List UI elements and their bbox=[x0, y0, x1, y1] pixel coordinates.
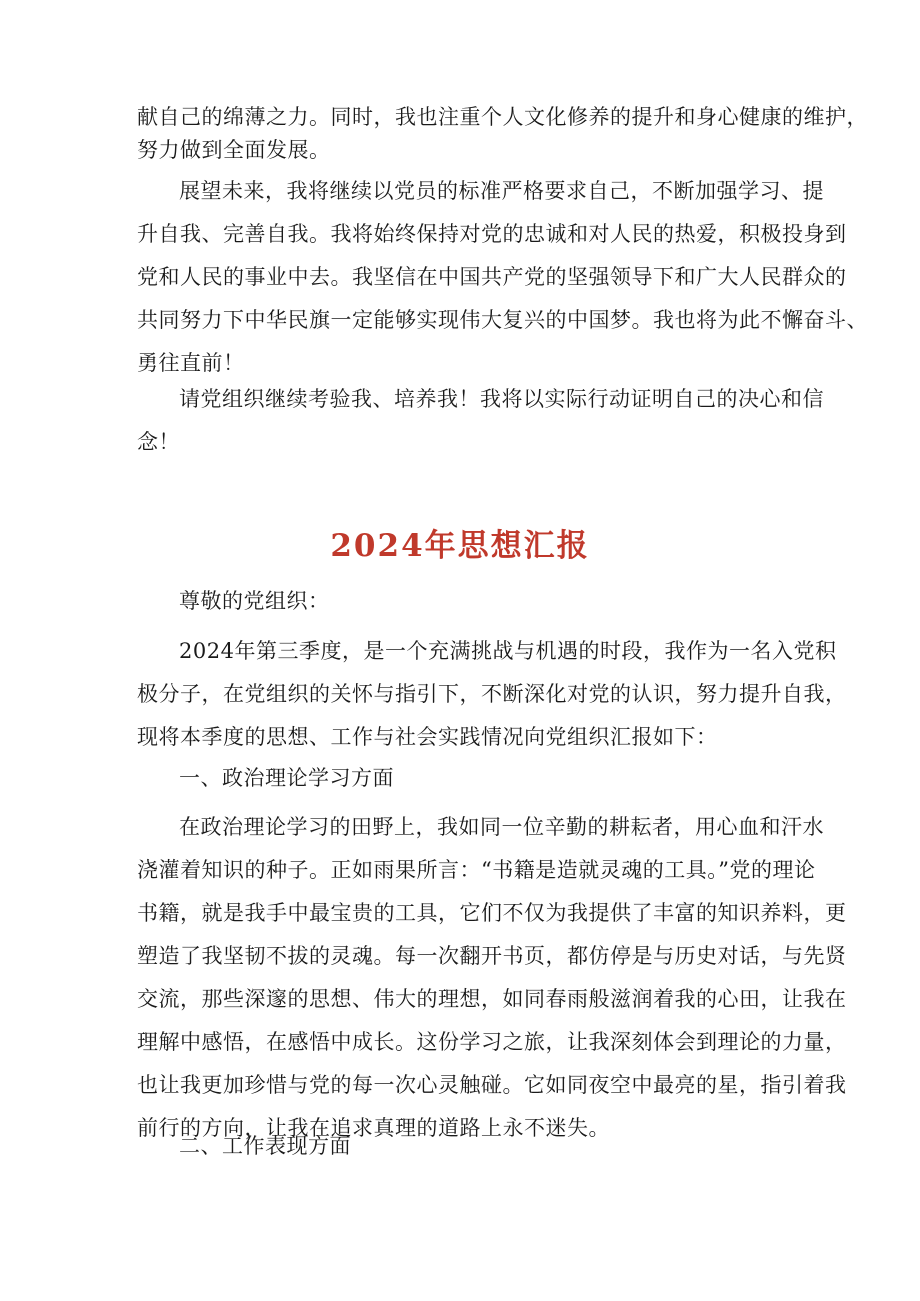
text-line: 前行的方向，让我在追求真理的道路上永不迷失。 bbox=[137, 1116, 610, 1140]
paragraph-section-1 bbox=[137, 806, 847, 1150]
page-title: 2024年思想汇报 bbox=[330, 528, 590, 564]
text-line: 二、工作表现方面 bbox=[179, 1134, 351, 1158]
text-line: 交流，那些深邃的思想、伟大的理想，如同春雨般滋润着我的心田，让我在 bbox=[137, 987, 847, 1011]
text-line: 2024年第三季度，是一个充满挑战与机遇的时段，我作为一名入党积 bbox=[179, 639, 837, 663]
paragraph-outlook bbox=[137, 170, 868, 385]
text-line: 党和人民的事业中去。我坚信在中国共产党的坚强领导下和广大人民群众的 bbox=[137, 265, 847, 289]
paragraph-request bbox=[137, 378, 824, 464]
text-line: 现将本季度的思想、工作与社会实践情况向党组织汇报如下： bbox=[137, 725, 718, 749]
text-line: 念！ bbox=[137, 430, 180, 454]
text-line: 理解中感悟，在感悟中成长。这份学习之旅，让我深刻体会到理论的力量， bbox=[137, 1030, 847, 1054]
text-line: 浇灌着知识的种子。正如雨果所言：“书籍是造就灵魂的工具。”党的理论 bbox=[137, 858, 816, 882]
text-line: 献自己的绵薄之力。同时，我也注重个人文化修养的提升和身心健康的维护， bbox=[137, 105, 868, 129]
text-line: 在政治理论学习的田野上，我如同一位辛勤的耕耘者，用心血和汗水 bbox=[179, 815, 824, 839]
text-line: 塑造了我坚韧不拔的灵魂。每一次翻开书页，都仿停是与历史对话，与先贤 bbox=[137, 944, 847, 968]
text-line: 请党组织继续考验我、培养我！我将以实际行动证明自己的决心和信 bbox=[179, 387, 824, 411]
text-line: 努力做到全面发展。 bbox=[137, 138, 331, 162]
text-line: 共同努力下中华民旗一定能够实现伟大复兴的中国梦。我也将为此不懈奋斗、 bbox=[137, 308, 868, 332]
text-line: 一、政治理论学习方面 bbox=[179, 766, 394, 790]
text-line: 尊敬的党组织： bbox=[179, 589, 330, 613]
text-line: 升自我、完善自我。我将始终保持对党的忠诚和对人民的热爱，积极投身到 bbox=[137, 222, 847, 246]
paragraph-continuation bbox=[137, 101, 868, 167]
text-line: 展望未来，我将继续以党员的标准严格要求自己，不断加强学习、提 bbox=[179, 179, 824, 203]
text-line: 书籍，就是我手中最宝贵的工具，它们不仅为我提供了丰富的知识养料，更 bbox=[137, 901, 847, 925]
text-line: 极分子，在党组织的关怀与指引下，不断深化对党的认识，努力提升自我， bbox=[137, 682, 847, 706]
text-line: 勇往直前！ bbox=[137, 351, 245, 375]
paragraph-intro bbox=[137, 630, 847, 759]
text-line: 也让我更加珍惜与党的每一次心灵触碰。它如同夜空中最亮的星，指引着我 bbox=[137, 1073, 847, 1097]
salutation bbox=[137, 580, 817, 623]
section-heading-2 bbox=[137, 1125, 817, 1168]
section-heading-1 bbox=[137, 757, 817, 800]
